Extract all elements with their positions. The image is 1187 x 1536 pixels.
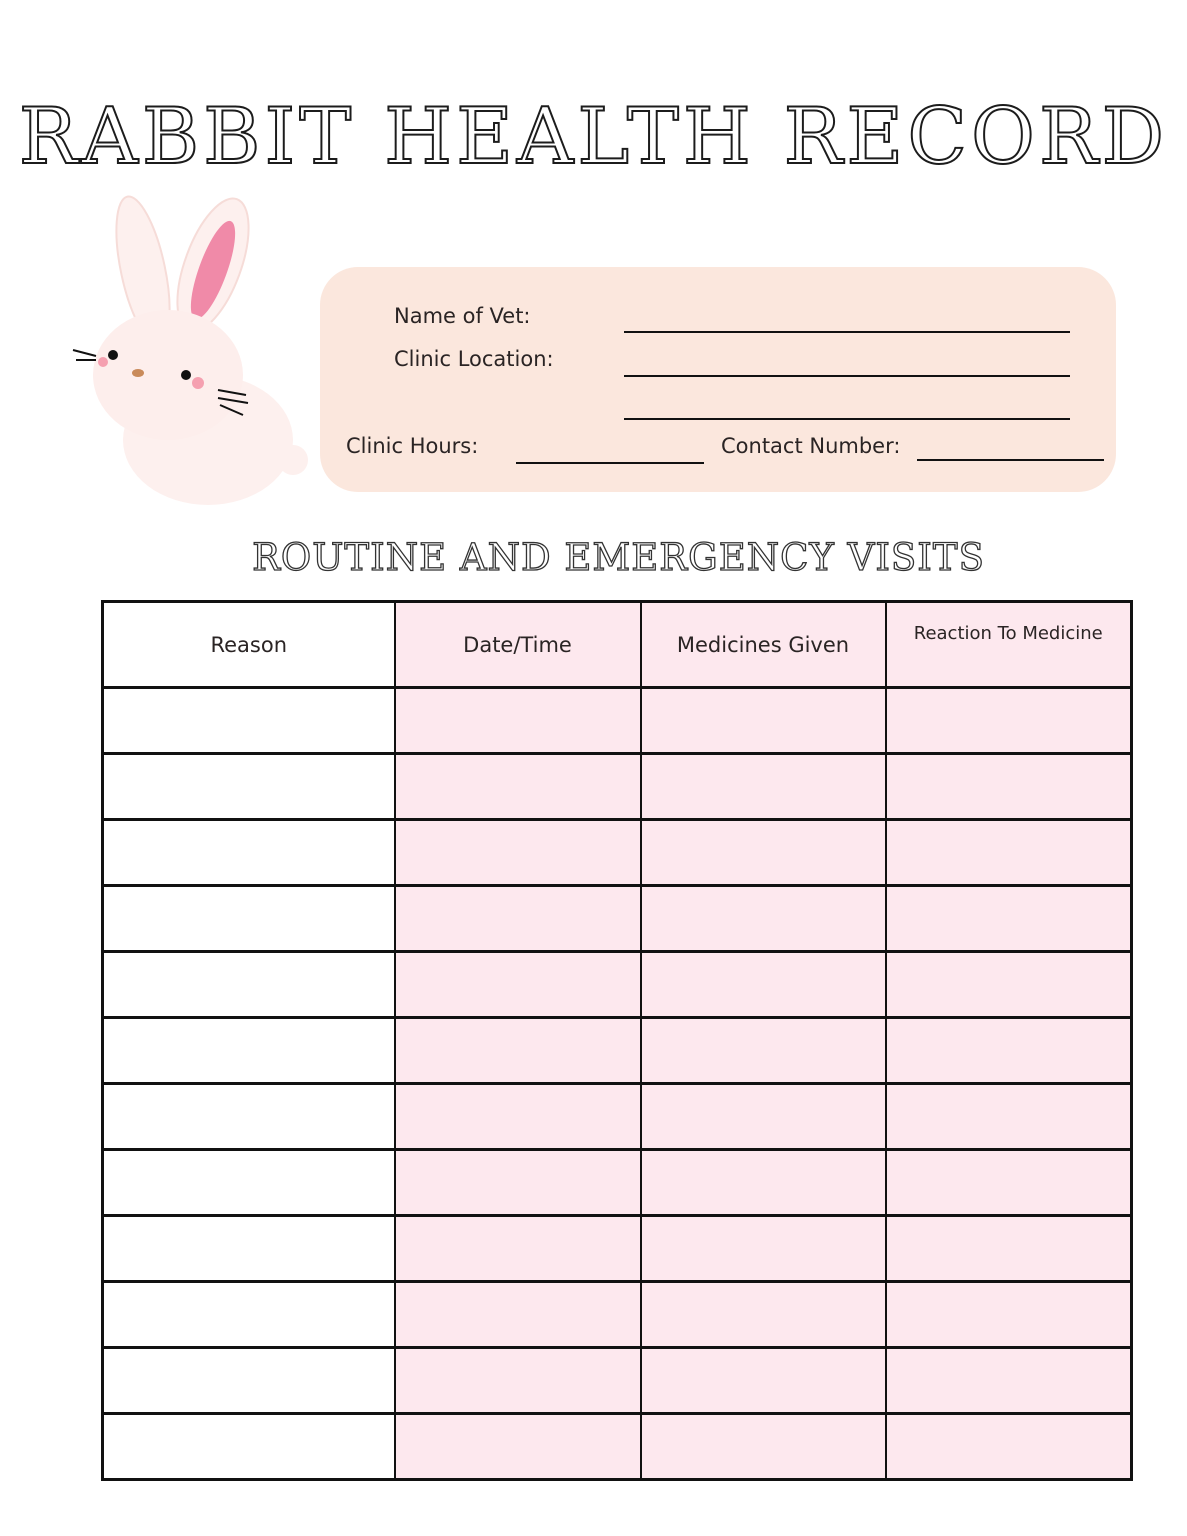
table-header-row xyxy=(103,602,1132,688)
reason-cell[interactable] xyxy=(103,1348,395,1414)
medicines-given-cell[interactable] xyxy=(641,1150,886,1216)
table-row xyxy=(103,820,1132,886)
reason-cell[interactable] xyxy=(103,820,395,886)
date-time-cell[interactable] xyxy=(395,1018,641,1084)
medicines-given-cell[interactable] xyxy=(641,952,886,1018)
clinic-location-field-2[interactable] xyxy=(624,418,1070,420)
table-row xyxy=(103,1282,1132,1348)
medicines-given-cell[interactable] xyxy=(641,1414,886,1480)
table-row xyxy=(103,754,1132,820)
name-of-vet-label: Name of Vet: xyxy=(394,304,531,328)
table-row xyxy=(103,1414,1132,1480)
date-time-cell[interactable] xyxy=(395,754,641,820)
reaction-cell[interactable] xyxy=(886,1414,1132,1480)
reaction-cell[interactable] xyxy=(886,688,1132,754)
date-time-cell[interactable] xyxy=(395,1348,641,1414)
reaction-cell[interactable] xyxy=(886,1018,1132,1084)
table-row xyxy=(103,1150,1132,1216)
date-time-cell[interactable] xyxy=(395,886,641,952)
section-title: ROUTINE AND EMERGENCY VISITS xyxy=(252,536,985,579)
table-row xyxy=(103,952,1132,1018)
reaction-cell[interactable] xyxy=(886,1348,1132,1414)
medicines-given-cell[interactable] xyxy=(641,1084,886,1150)
reaction-cell[interactable] xyxy=(886,1282,1132,1348)
date-time-cell[interactable] xyxy=(395,952,641,1018)
medicines-given-cell[interactable] xyxy=(641,754,886,820)
clinic-hours-field[interactable] xyxy=(516,462,704,464)
column-header-reaction: Reaction To Medicine xyxy=(886,602,1132,688)
clinic-hours-label: Clinic Hours: xyxy=(346,434,479,458)
reaction-cell[interactable] xyxy=(886,1216,1132,1282)
rabbit-illustration xyxy=(68,190,313,510)
medicines-given-cell[interactable] xyxy=(641,1216,886,1282)
medicines-given-cell[interactable] xyxy=(641,1348,886,1414)
contact-number-label: Contact Number: xyxy=(721,434,901,458)
column-header-medicines-given: Medicines Given xyxy=(641,602,886,688)
date-time-cell[interactable] xyxy=(395,1414,641,1480)
table-row xyxy=(103,688,1132,754)
date-time-cell[interactable] xyxy=(395,1282,641,1348)
reason-cell[interactable] xyxy=(103,1018,395,1084)
reason-cell[interactable] xyxy=(103,1216,395,1282)
reason-cell[interactable] xyxy=(103,1084,395,1150)
reason-cell[interactable] xyxy=(103,1150,395,1216)
table-row xyxy=(103,1348,1132,1414)
column-header-date-time: Date/Time xyxy=(395,602,641,688)
table-row xyxy=(103,1216,1132,1282)
date-time-cell[interactable] xyxy=(395,688,641,754)
table-row xyxy=(103,886,1132,952)
medicines-given-cell[interactable] xyxy=(641,886,886,952)
date-time-cell[interactable] xyxy=(395,1150,641,1216)
medicines-given-cell[interactable] xyxy=(641,688,886,754)
reason-cell[interactable] xyxy=(103,754,395,820)
reason-cell[interactable] xyxy=(103,1414,395,1480)
date-time-cell[interactable] xyxy=(395,1084,641,1150)
clinic-location-label: Clinic Location: xyxy=(394,347,554,371)
reason-cell[interactable] xyxy=(103,1282,395,1348)
reaction-cell[interactable] xyxy=(886,952,1132,1018)
reaction-cell[interactable] xyxy=(886,886,1132,952)
medicines-given-cell[interactable] xyxy=(641,820,886,886)
reason-cell[interactable] xyxy=(103,886,395,952)
contact-number-field[interactable] xyxy=(917,459,1104,461)
reaction-cell[interactable] xyxy=(886,1150,1132,1216)
visits-table xyxy=(101,600,1133,1481)
date-time-cell[interactable] xyxy=(395,820,641,886)
date-time-cell[interactable] xyxy=(395,1216,641,1282)
table-row xyxy=(103,1018,1132,1084)
reaction-cell[interactable] xyxy=(886,754,1132,820)
table-row xyxy=(103,1084,1132,1150)
name-of-vet-field[interactable] xyxy=(624,331,1070,333)
clinic-location-field[interactable] xyxy=(624,375,1070,377)
reason-cell[interactable] xyxy=(103,952,395,1018)
reaction-cell[interactable] xyxy=(886,820,1132,886)
reaction-cell[interactable] xyxy=(886,1084,1132,1150)
page-title: RABBIT HEALTH RECORD xyxy=(18,92,1169,182)
medicines-given-cell[interactable] xyxy=(641,1282,886,1348)
medicines-given-cell[interactable] xyxy=(641,1018,886,1084)
column-header-reason: Reason xyxy=(103,602,395,688)
reason-cell[interactable] xyxy=(103,688,395,754)
